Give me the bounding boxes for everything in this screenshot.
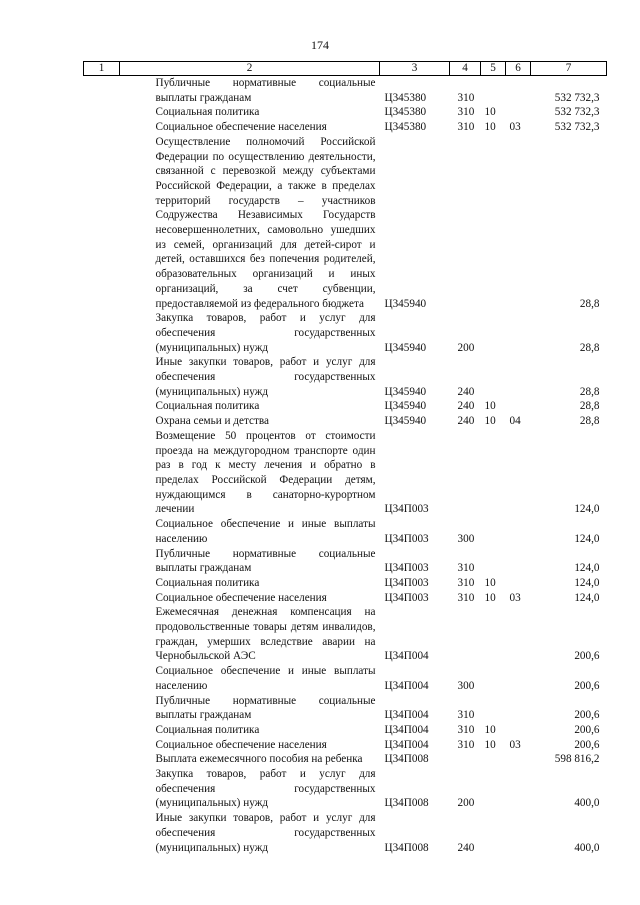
cell-col-1 [84,752,120,767]
row-expense-type: 310 [457,106,475,119]
table-row [84,591,607,606]
row-subsection [506,135,531,311]
table-row [84,811,607,855]
table-row [84,694,607,723]
row-section [481,694,506,723]
row-amount: 124,0 [574,562,600,575]
row-section: 10 [484,723,496,736]
row-target-code: Ц34П008 [384,841,429,854]
cell-col-1 [84,591,120,606]
cell-col-1 [84,311,120,355]
row-expense-type [450,752,481,767]
row-subsection [506,576,531,591]
row-target-code: Ц34П003 [384,576,429,589]
row-description: Ежемесячная денежная компенсация на продовольственные товары детям инвалидов, граждан, умерших вследствие аварии на Чернобыльской АЭС [155,606,376,663]
row-amount: 598 816,2 [554,753,600,766]
header-col-3: 3 [380,62,450,76]
row-amount: 532 732,3 [554,106,600,119]
row-target-code: Ц345940 [384,385,427,398]
row-expense-type: 300 [457,532,475,545]
cell-col-1 [84,120,120,135]
row-expense-type: 240 [457,385,475,398]
row-amount: 200,6 [574,679,600,692]
row-amount: 200,6 [574,709,600,722]
row-amount: 532 732,3 [554,91,600,104]
row-target-code: Ц345380 [384,121,427,134]
row-subsection [506,694,531,723]
row-description: Социальное обеспечение и иные выплаты населению [155,665,376,692]
row-expense-type: 200 [457,341,475,354]
row-subsection: 03 [509,121,521,134]
row-subsection [506,517,531,546]
row-section [481,517,506,546]
row-description: Публичные нормативные социальные выплаты гражданам [155,77,376,104]
row-subsection [506,429,531,517]
row-description: Социальное обеспечение населения [155,738,327,751]
row-subsection [506,311,531,355]
table-row [84,105,607,120]
row-subsection [506,76,531,106]
table-row [84,723,607,738]
row-section [481,811,506,855]
row-section: 10 [484,121,496,134]
table-row [84,311,607,355]
table-row [84,120,607,135]
row-target-code: Ц34П004 [384,650,429,663]
cell-col-1 [84,576,120,591]
row-target-code: Ц34П003 [384,562,429,575]
cell-col-1 [84,105,120,120]
cell-col-1 [84,605,120,664]
cell-col-1 [84,694,120,723]
table-row [84,664,607,693]
row-description: Закупка товаров, работ и услуг для обеспечения государственных (муниципальных) нужд [155,312,376,354]
row-description: Иные закупки товаров, работ и услуг для обеспечения государственных (муниципальных) нужд [155,812,376,854]
row-expense-type: 310 [457,723,475,736]
row-target-code: Ц345940 [384,341,427,354]
row-amount: 124,0 [574,503,600,516]
row-amount: 28,8 [579,385,600,398]
row-section: 10 [484,591,496,604]
cell-col-1 [84,399,120,414]
row-section: 10 [484,415,496,428]
row-description: Социальная политика [155,576,260,589]
row-amount: 28,8 [579,297,600,310]
table-row [84,605,607,664]
row-section: 10 [484,400,496,413]
cell-col-1 [84,723,120,738]
row-target-code: Ц34П008 [384,797,429,810]
row-target-code: Ц345380 [384,106,427,119]
row-expense-type: 240 [457,415,475,428]
cell-col-1 [84,76,120,106]
row-expense-type [450,135,481,311]
row-description: Социальное обеспечение населения [155,591,327,604]
table-row [84,429,607,517]
row-target-code: Ц345940 [384,297,427,310]
row-amount: 400,0 [574,841,600,854]
cell-col-1 [84,414,120,429]
row-description: Публичные нормативные социальные выплаты гражданам [155,694,376,722]
table-row [84,355,607,399]
row-section [481,752,506,767]
table-row [84,517,607,546]
row-subsection [506,752,531,767]
row-section: 10 [484,738,496,751]
row-section [481,429,506,517]
row-target-code: Ц34П004 [384,723,429,736]
row-target-code: Ц34П003 [384,532,429,545]
row-amount: 400,0 [574,797,600,810]
budget-table [83,61,607,855]
cell-col-1 [84,738,120,753]
table-row [84,576,607,591]
table-row [84,738,607,753]
row-description: Социальное обеспечение населения [155,121,327,134]
row-expense-type: 310 [457,738,475,751]
table-row [84,76,607,106]
cell-col-1 [84,517,120,546]
row-subsection [506,355,531,399]
row-subsection [506,605,531,664]
row-amount: 28,8 [579,341,600,354]
row-section [481,311,506,355]
header-col-7: 7 [531,62,607,76]
row-expense-type [450,429,481,517]
row-target-code: Ц345940 [384,400,427,413]
header-row [84,62,607,76]
row-expense-type: 310 [457,562,475,575]
cell-col-1 [84,767,120,811]
header-col-4: 4 [450,62,481,76]
row-expense-type: 300 [457,679,475,692]
row-expense-type: 240 [457,841,475,854]
row-amount: 28,8 [579,415,600,428]
table-row [84,752,607,767]
row-target-code: Ц34П004 [384,709,429,722]
row-target-code: Ц34П004 [384,679,429,692]
row-subsection: 03 [509,591,521,604]
row-section: 10 [484,106,496,119]
row-description: Социальная политика [155,400,260,413]
row-description: Социальное обеспечение и иные выплаты населению [155,518,376,545]
row-expense-type [450,605,481,664]
row-subsection [506,767,531,811]
row-expense-type: 310 [457,591,475,604]
table-row [84,135,607,311]
row-expense-type: 310 [457,709,475,722]
row-section [481,767,506,811]
table-row [84,399,607,414]
row-target-code: Ц345380 [384,91,427,104]
table-row [84,767,607,811]
row-section [481,664,506,693]
row-subsection: 04 [509,415,521,428]
header-col-2: 2 [120,62,380,76]
cell-col-1 [84,664,120,693]
row-description: Закупка товаров, работ и услуг для обеспечения государственных (муниципальных) нужд [155,768,376,810]
header-col-1: 1 [84,62,120,76]
row-subsection [506,811,531,855]
row-amount: 124,0 [574,532,600,545]
table-body [84,76,607,856]
row-amount: 532 732,3 [554,121,600,134]
row-section [481,76,506,106]
row-description: Социальная политика [155,106,260,119]
cell-col-1 [84,811,120,855]
row-subsection [506,399,531,414]
page-number: 174 [311,38,329,52]
header-col-6: 6 [506,62,531,76]
row-description: Охрана семьи и детства [155,415,269,428]
row-amount: 28,8 [579,400,600,413]
row-target-code: Ц34П003 [384,503,429,516]
row-expense-type: 240 [457,400,475,413]
row-expense-type: 310 [457,576,475,589]
row-description: Выплата ежемесячного пособия на ребенка [155,753,363,766]
row-amount: 200,6 [574,738,600,751]
header-col-5: 5 [481,62,506,76]
row-description: Возмещение 50 процентов от стоимости проезда на междугородном транспорте один раз в год к месту лечения и обратно в пределах Российской Федерации детям, нуждающимся в санаторно-курортном лечении [155,429,376,516]
cell-col-1 [84,429,120,517]
row-expense-type: 310 [457,91,475,104]
row-description: Социальная политика [155,723,260,736]
row-amount: 124,0 [574,576,600,589]
row-target-code: Ц34П004 [384,738,429,751]
row-amount: 200,6 [574,723,600,736]
row-section: 10 [484,576,496,589]
row-subsection [506,547,531,576]
row-target-code: Ц345940 [384,415,427,428]
row-subsection [506,105,531,120]
row-section [481,547,506,576]
row-description: Иные закупки товаров, работ и услуг для обеспечения государственных (муниципальных) нужд [155,356,376,398]
table-row [84,547,607,576]
row-description: Осуществление полномочий Российской Федерации по осуществлению деятельности, связанной с перевозкой между субъектами Российской Федерации, а также в пределах территорий государств – участников Содружества Независимых Государств несовершеннолетних, самовольно ушедших из семей, организаций для детей-сирот и детей, оставшихся без попечения родителей, образовательных организаций и иных организаций, за счет субвенции, предоставляемой из федерального бюджета [155,135,376,310]
row-description: Публичные нормативные социальные выплаты гражданам [155,547,376,575]
table-header [84,62,607,76]
row-section [481,605,506,664]
row-subsection: 03 [509,738,521,751]
row-expense-type: 200 [457,797,475,810]
row-subsection [506,664,531,693]
row-section [481,355,506,399]
table-row [84,414,607,429]
cell-col-1 [84,355,120,399]
row-expense-type: 310 [457,121,475,134]
row-target-code: Ц34П008 [384,753,429,766]
row-subsection [506,723,531,738]
cell-col-1 [84,547,120,576]
row-amount: 124,0 [574,591,600,604]
cell-col-1 [84,135,120,311]
row-target-code: Ц34П003 [384,591,429,604]
row-section [481,135,506,311]
row-amount: 200,6 [574,650,600,663]
